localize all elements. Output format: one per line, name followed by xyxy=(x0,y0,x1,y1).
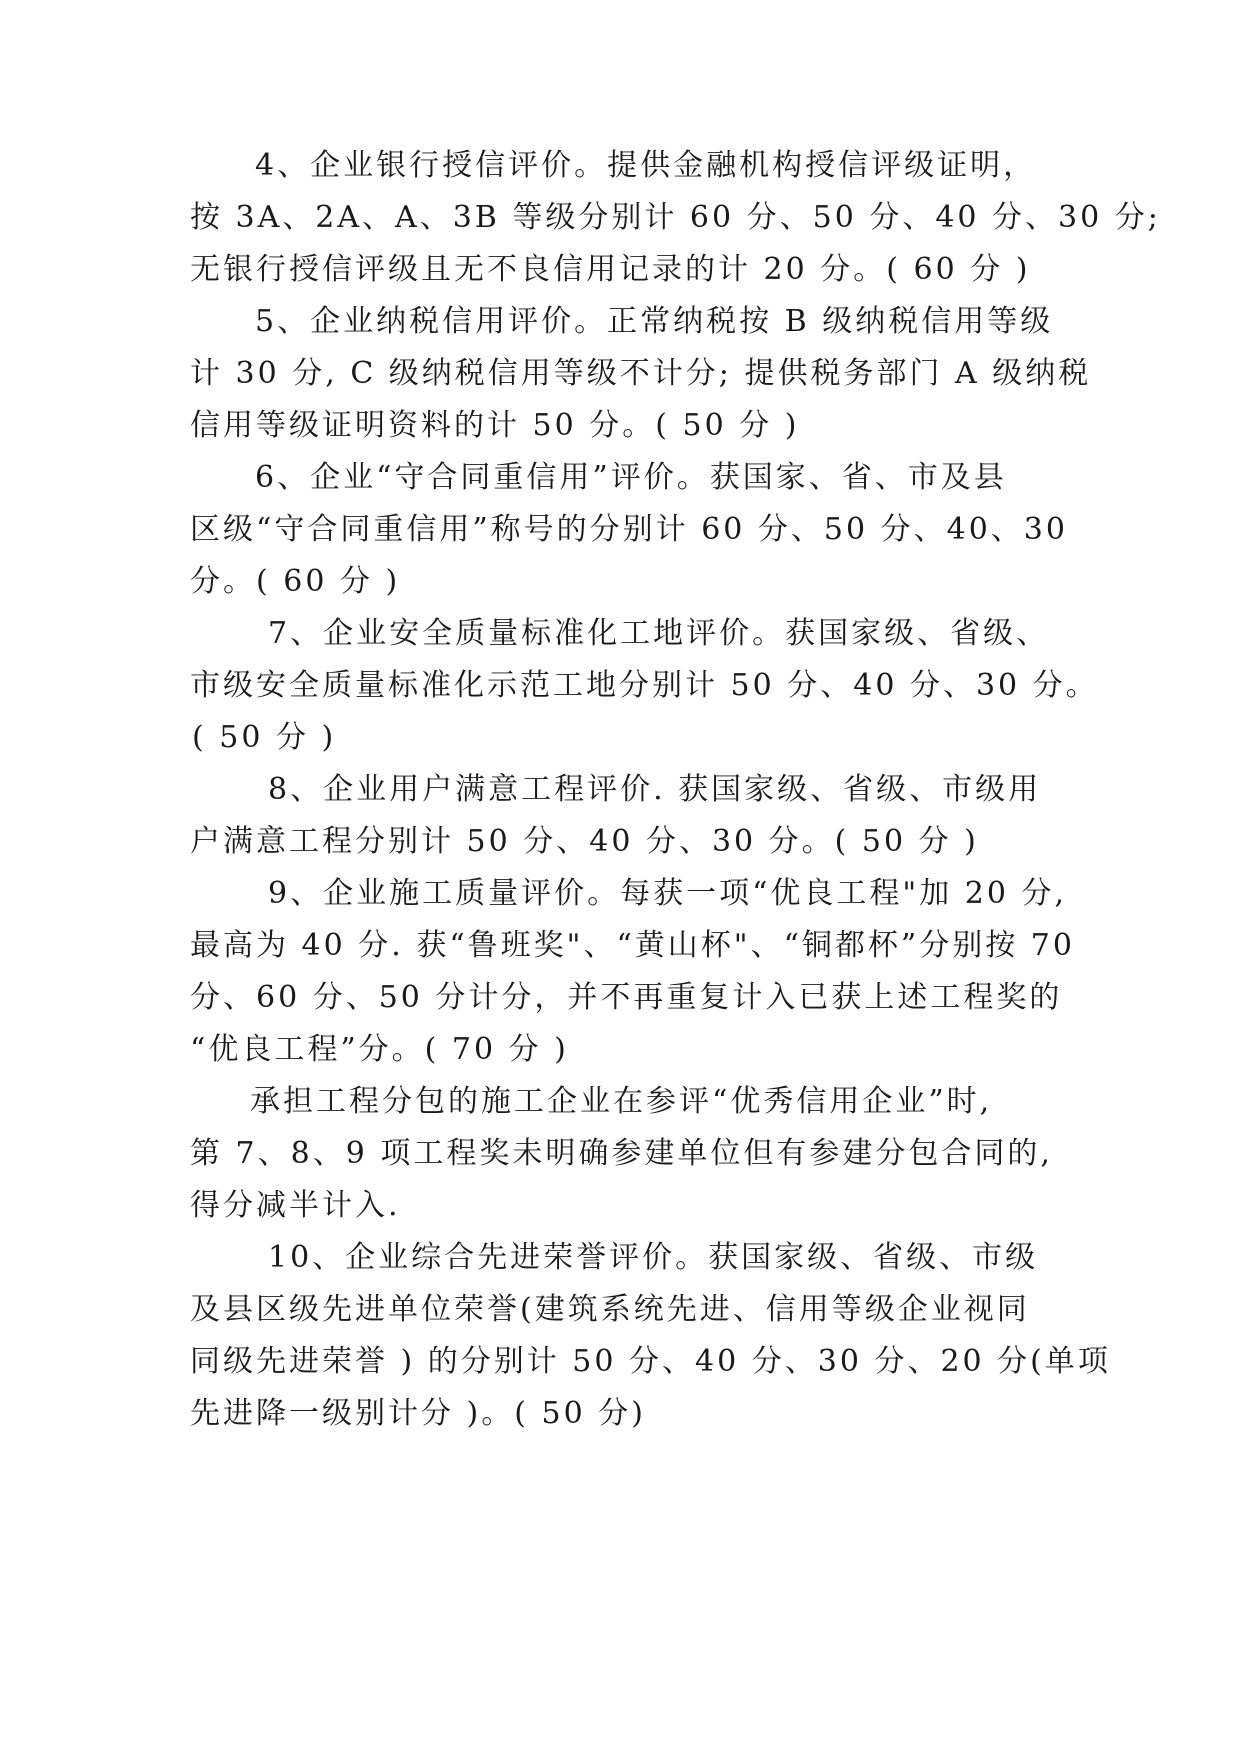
paragraph-4-line-1: 4、企业银行授信评价。提供金融机构授信评级证明， xyxy=(255,148,1037,183)
subcontract-note-line-1: 承担工程分包的施工企业在参评“优秀信用企业”时, xyxy=(250,1084,993,1119)
paragraph-5-line-2: 计 30 分, C 级纳税信用等级不计分; 提供税务部门 A 级纳税 xyxy=(190,356,1092,391)
paragraph-7-line-2: 市级安全质量标准化示范工地分别计 50 分、40 分、30 分。 xyxy=(190,668,1099,703)
paragraph-5-line-1: 5、企业纳税信用评价。正常纳税按 B 级纳税信用等级 xyxy=(255,304,1054,339)
paragraph-8-line-2: 户满意工程分别计 50 分、40 分、30 分。( 50 分 ) xyxy=(190,824,979,859)
paragraph-10-line-1: 10、企业综合先进荣誉评价。获国家级、省级、市级 xyxy=(268,1240,1039,1275)
paragraph-6-line-3: 分。( 60 分 ) xyxy=(190,564,401,599)
paragraph-9-line-1: 9、企业施工质量评价。每获一项“优良工程"加 20 分, xyxy=(268,876,1068,911)
paragraph-4-line-3: 无银行授信评级且无不良信用记录的计 20 分。( 60 分 ) xyxy=(190,252,1031,287)
paragraph-9-line-2: 最高为 40 分. 获“鲁班奖"、“黄山杯"、“铜都杯”分别按 70 xyxy=(190,928,1075,963)
paragraph-7-line-1: 7、企业安全质量标准化工地评价。获国家级、省级、 xyxy=(268,616,1050,651)
subcontract-note-line-2: 第 7、8、9 项工程奖未明确参建单位但有参建分包合同的, xyxy=(190,1136,1053,1171)
paragraph-10-line-3: 同级先进荣誉 ) 的分别计 50 分、40 分、30 分、20 分(单项 xyxy=(190,1344,1111,1379)
paragraph-9-line-3: 分、60 分、50 分计分，并不再重复计入已获上述工程奖的 xyxy=(190,980,1063,1015)
paragraph-10-line-2: 及县区级先进单位荣誉(建筑系统先进、信用等级企业视同 xyxy=(190,1292,1030,1327)
paragraph-9-line-4: “优良工程”分。( 70 分 ) xyxy=(190,1032,569,1067)
paragraph-10-line-4: 先进降一级别计分 )。( 50 分) xyxy=(190,1396,646,1431)
paragraph-8-line-1: 8、企业用户满意工程评价. 获国家级、省级、市级用 xyxy=(268,772,1042,807)
paragraph-4-line-2: 按 3A、2A、A、3B 等级分别计 60 分、50 分、40 分、30 分; xyxy=(190,200,1161,235)
paragraph-6-line-2: 区级“守合同重信用”称号的分别计 60 分、50 分、40、30 xyxy=(190,512,1068,547)
paragraph-5-line-3: 信用等级证明资料的计 50 分。( 50 分 ) xyxy=(190,408,800,443)
subcontract-note-line-3: 得分减半计入. xyxy=(190,1188,401,1223)
paragraph-7-line-3: ( 50 分 ) xyxy=(192,720,337,755)
paragraph-6-line-1: 6、企业“守合同重信用”评价。获国家、省、市及县 xyxy=(255,460,1007,495)
